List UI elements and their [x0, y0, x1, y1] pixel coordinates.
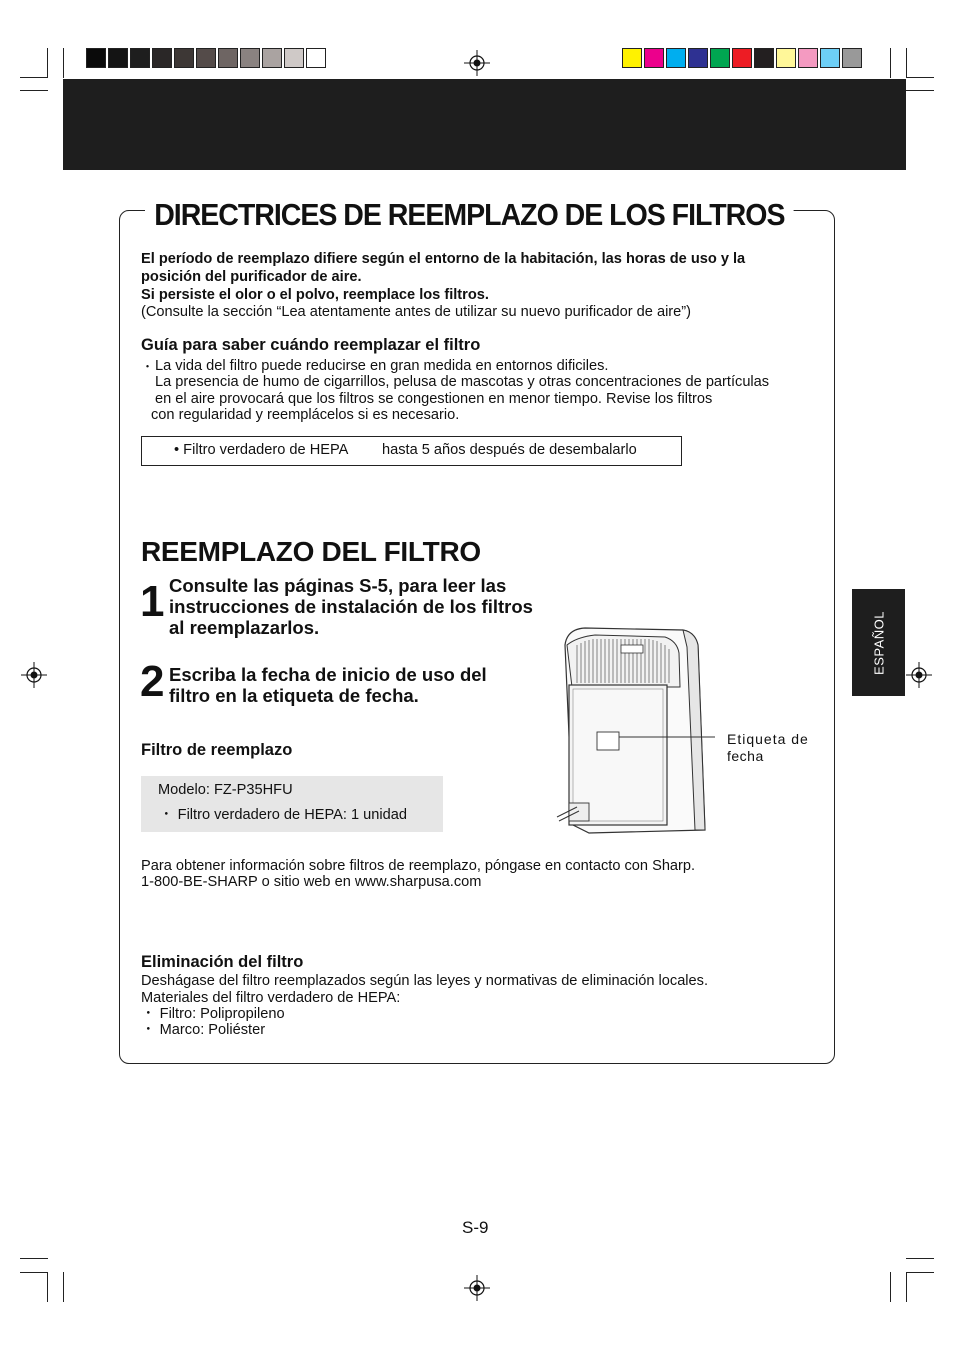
filter-life-box [141, 436, 682, 466]
color-swatch [644, 48, 664, 68]
page-title: DIRECTRICES DE REEMPLAZO DE LOS FILTROS [145, 197, 794, 233]
date-label-callout-line-2: fecha [727, 748, 764, 764]
color-swatch [174, 48, 194, 68]
color-swatch [262, 48, 282, 68]
replacement-filter-heading: Filtro de reemplazo [141, 741, 293, 759]
intro-note: (Consulte la sección “Lea atentamente antes de utilizar su nuevo purificador de aire”) [141, 304, 692, 320]
guide-line-2: La presencia de humo de cigarrillos, pelusa de mascotas y otras concentraciones de partículas [155, 374, 770, 390]
bullet-glyph: ・ [141, 359, 155, 374]
registration-target-top [464, 50, 490, 76]
step-2-line-2: filtro en la etiqueta de fecha. [169, 685, 419, 706]
model-number: Modelo: FZ-P35HFU [158, 782, 293, 798]
color-swatch [86, 48, 106, 68]
color-swatch [108, 48, 128, 68]
filter-life-filter: • Filtro verdadero de HEPA [174, 442, 349, 458]
color-swatch [196, 48, 216, 68]
language-side-tab [852, 589, 905, 696]
step-1-line-3: al reemplazarlos. [169, 617, 320, 638]
color-swatch [306, 48, 326, 68]
intro-bold-line-1: El período de reemplazo difiere según el entorno de la habitación, las horas de uso y la [141, 251, 746, 267]
step-1-number: 1 [140, 577, 163, 626]
color-swatch [666, 48, 686, 68]
registration-target-right [906, 662, 932, 688]
intro-bold-line-3: Si persiste el olor o el polvo, reemplace los filtros. [141, 287, 489, 303]
model-info-box [141, 776, 443, 832]
step-1-line-1: Consulte las páginas S-5, para leer las [169, 575, 507, 596]
step-2-line-1: Escriba la fecha de inicio de uso del [169, 664, 487, 685]
guide-line-3: en el aire provocará que los filtros se congestionen en menor tiempo. Revise los filtros [155, 391, 713, 407]
contact-line-2: 1-800-BE-SHARP o sitio web en www.sharpusa.com [141, 874, 482, 890]
disposal-heading: Eliminación del filtro [141, 953, 304, 971]
date-label-callout-line-1: Etiqueta de [727, 731, 809, 747]
language-side-tab-label: ESPAÑOL [871, 610, 886, 675]
header-bar [63, 79, 906, 170]
disposal-item-2: ・ Marco: Poliéster [141, 1022, 266, 1038]
air-purifier-illustration [555, 625, 715, 840]
color-swatch [152, 48, 172, 68]
color-swatch [284, 48, 304, 68]
disposal-line-2: Materiales del filtro verdadero de HEPA: [141, 990, 401, 1006]
color-swatch [130, 48, 150, 68]
guide-line-4: con regularidad y reemplácelos si es necesario. [151, 407, 460, 423]
color-swatch [622, 48, 642, 68]
registration-target-left [21, 662, 47, 688]
disposal-line-1: Deshágase del filtro reemplazados según las leyes y normativas de eliminación locales. [141, 973, 709, 989]
filter-life-period: hasta 5 años después de desembalarlo [382, 442, 637, 458]
color-swatch [776, 48, 796, 68]
color-swatch [240, 48, 260, 68]
color-swatch [688, 48, 708, 68]
replacement-heading: REEMPLAZO DEL FILTRO [141, 536, 481, 567]
color-swatch [710, 48, 730, 68]
guide-heading: Guía para saber cuándo reemplazar el filtro [141, 336, 481, 354]
guide-line-1: La vida del filtro puede reducirse en gran medida en entornos dificiles. [155, 358, 609, 374]
color-swatch [842, 48, 862, 68]
step-1-line-2: instrucciones de instalación de los filtros [169, 596, 533, 617]
color-swatch [218, 48, 238, 68]
registration-target-bottom [464, 1275, 490, 1301]
page-number: S-9 [462, 1218, 489, 1237]
contact-line-1: Para obtener información sobre filtros de reemplazo, póngase en contacto con Sharp. [141, 858, 696, 874]
disposal-item-1: ・ Filtro: Polipropileno [141, 1006, 285, 1022]
step-2-number: 2 [140, 657, 163, 706]
color-swatch [798, 48, 818, 68]
color-swatch [732, 48, 752, 68]
color-swatch [820, 48, 840, 68]
color-swatch [754, 48, 774, 68]
model-item: ・ Filtro verdadero de HEPA: 1 unidad [159, 807, 407, 823]
intro-bold-line-2: posición del purificador de aire. [141, 269, 362, 285]
